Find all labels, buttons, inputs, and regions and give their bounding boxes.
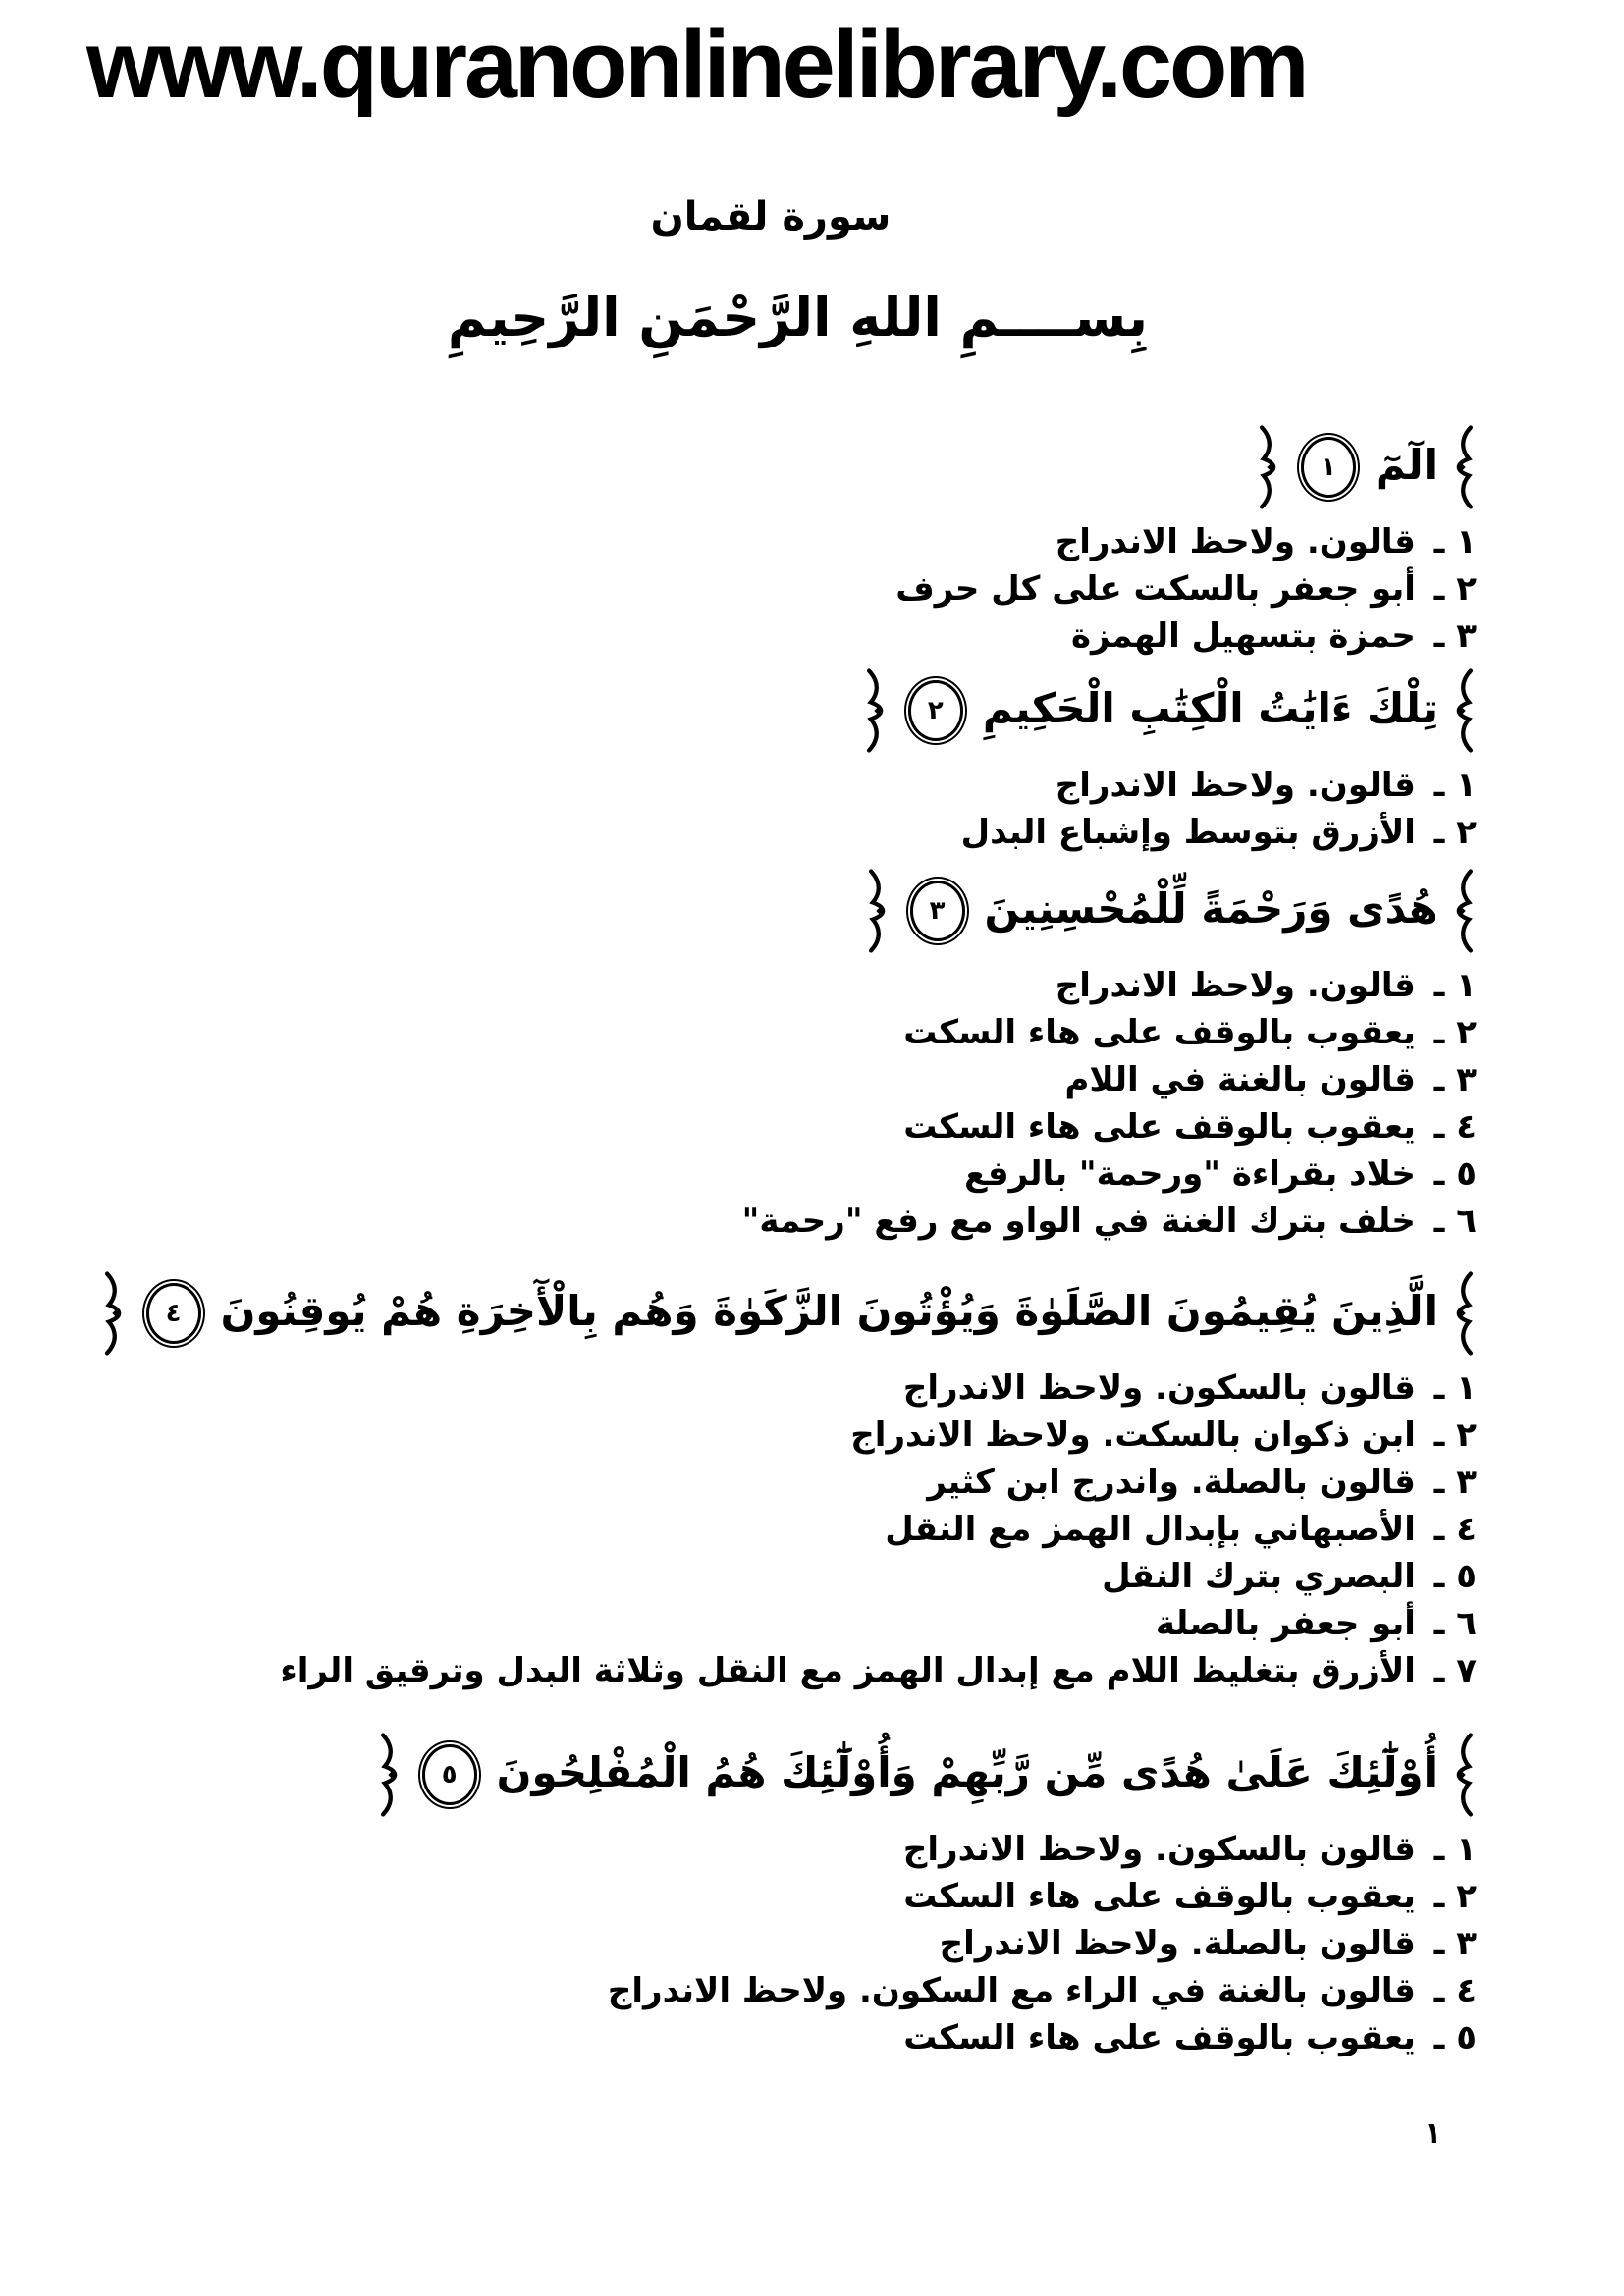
- verse-line: [377, 1728, 1477, 1822]
- note-number: ٤ ـ: [1433, 1510, 1477, 1549]
- note-text: قالون. ولاحظ الاندراج: [1055, 966, 1428, 1005]
- ayah-text: هُدًى وَرَحْمَةً لِّلْمُحْسِنِينَ: [984, 883, 1437, 933]
- note-text: قالون بالغنة في اللام: [1064, 1060, 1428, 1099]
- ornate-bracket-left-icon: [377, 1733, 403, 1817]
- note-line: [101, 1459, 1477, 1506]
- surah-title: سورة لقمان: [650, 194, 892, 240]
- note-text: قالون بالصلة. واندرج ابن كثير: [927, 1463, 1428, 1502]
- note-text: الأصبهاني بإبدال الهمز مع النقل: [885, 1510, 1428, 1549]
- note-number: ٥ ـ: [1433, 2018, 1477, 2057]
- note-text: يعقوب بالوقف على هاء السكت: [903, 1107, 1428, 1147]
- note-number: ٢ ـ: [1433, 1877, 1477, 1916]
- verse-notes: [863, 762, 1477, 856]
- ayah-text: الٓمٓ: [1375, 440, 1437, 489]
- note-number: ٤ ـ: [1433, 1107, 1477, 1147]
- note-line: [742, 1150, 1477, 1198]
- ayah-number-medallion: ٢: [908, 680, 963, 741]
- verse-section: [377, 1728, 1477, 2061]
- note-number: ٣ ـ: [1433, 1463, 1477, 1502]
- note-line: [742, 1103, 1477, 1150]
- verse-line: [101, 1266, 1477, 1361]
- note-number: ٥ ـ: [1433, 1557, 1477, 1596]
- verse-section: [895, 420, 1477, 660]
- note-line: [895, 518, 1477, 565]
- note-number: ٥ ـ: [1433, 1154, 1477, 1194]
- note-text: الأزرق بتوسط وإشباع البدل: [960, 813, 1428, 852]
- note-line: [895, 565, 1477, 613]
- note-text: يعقوب بالوقف على هاء السكت: [903, 1877, 1428, 1916]
- note-number: ٦ ـ: [1433, 1604, 1477, 1643]
- verse-section: [863, 664, 1477, 856]
- verse-notes: [377, 1826, 1477, 2061]
- ayah-text: تِلْكَ ءَايَٰتُ الْكِتَٰبِ الْحَكِيمِ: [982, 683, 1437, 732]
- verse-section: [742, 864, 1477, 1245]
- note-number: ٧ ـ: [1433, 1651, 1477, 1690]
- note-number: ١ ـ: [1433, 1368, 1477, 1408]
- note-line: [863, 762, 1477, 809]
- note-line: [377, 1873, 1477, 1920]
- verse-notes: [895, 518, 1477, 660]
- ayah-number-medallion: ٥: [422, 1744, 477, 1805]
- verse-line: [863, 664, 1477, 758]
- note-line: [101, 1647, 1477, 1694]
- page-number: ١: [1424, 2116, 1442, 2151]
- note-number: ٤ ـ: [1433, 1971, 1477, 2010]
- verse-notes: [742, 962, 1477, 1245]
- note-line: [742, 1009, 1477, 1056]
- note-number: ١ ـ: [1433, 522, 1477, 561]
- note-line: [742, 1056, 1477, 1103]
- note-number: ٣ ـ: [1433, 1060, 1477, 1099]
- note-number: ٢ ـ: [1433, 813, 1477, 852]
- note-number: ١ ـ: [1433, 766, 1477, 805]
- note-line: [101, 1553, 1477, 1600]
- verse-section: [101, 1266, 1477, 1694]
- note-text: ابن ذكوان بالسكت. ولاحظ الاندراج: [850, 1415, 1428, 1455]
- note-text: خلف بترك الغنة في الواو مع رفع "رحمة": [741, 1201, 1428, 1241]
- ayah-number-medallion: ٤: [146, 1283, 201, 1344]
- ayah-text: أُوْلَٰٓئِكَ عَلَىٰ هُدًى مِّن رَّبِّهِمْ وَأُوْلَٰٓئِكَ هُمُ الْمُفْلِحُونَ: [496, 1747, 1437, 1796]
- note-text: حمزة بتسهيل الهمزة: [1070, 616, 1428, 656]
- note-number: ١ ـ: [1433, 966, 1477, 1005]
- note-text: البصري بترك النقل: [1102, 1557, 1428, 1596]
- ornate-bracket-left-icon: [865, 869, 891, 953]
- note-number: ٣ ـ: [1433, 616, 1477, 656]
- note-line: [377, 1826, 1477, 1873]
- verse-line: [895, 420, 1477, 514]
- note-line: [377, 1967, 1477, 2014]
- note-text: أبو جعفر بالسكت على كل حرف: [895, 569, 1428, 609]
- ornate-bracket-right-icon: [1451, 1733, 1477, 1817]
- note-text: أبو جعفر بالصلة: [1155, 1604, 1428, 1643]
- note-text: يعقوب بالوقف على هاء السكت: [903, 2018, 1428, 2057]
- note-text: قالون بالصلة. ولاحظ الاندراج: [939, 1924, 1428, 1963]
- note-text: قالون بالسكون. ولاحظ الاندراج: [902, 1830, 1428, 1869]
- note-number: ١ ـ: [1433, 1830, 1477, 1869]
- ornate-bracket-right-icon: [1451, 869, 1477, 953]
- note-line: [101, 1364, 1477, 1412]
- note-number: ٢ ـ: [1433, 569, 1477, 609]
- note-text: قالون بالغنة في الراء مع السكون. ولاحظ الاندراج: [607, 1971, 1428, 2010]
- note-text: قالون. ولاحظ الاندراج: [1055, 522, 1428, 561]
- ayah-text: الَّذِينَ يُقِيمُونَ الصَّلَوٰةَ وَيُؤْتُونَ الزَّكَوٰةَ وَهُم بِالْأٓخِرَةِ هُمْ يُوقِنُونَ: [220, 1286, 1437, 1335]
- note-text: الأزرق بتغليظ اللام مع إبدال الهمز مع النقل وثلاثة البدل وترقيق الراء: [280, 1651, 1428, 1690]
- note-line: [377, 2014, 1477, 2061]
- note-number: ٢ ـ: [1433, 1415, 1477, 1455]
- ayah-number-medallion: ٣: [910, 881, 965, 941]
- ayah-number-medallion: ١: [1301, 437, 1356, 498]
- note-number: ٣ ـ: [1433, 1924, 1477, 1963]
- note-line: [742, 962, 1477, 1009]
- note-line: [742, 1198, 1477, 1245]
- note-number: ٢ ـ: [1433, 1013, 1477, 1052]
- note-line: [101, 1412, 1477, 1459]
- note-number: ٦ ـ: [1433, 1201, 1477, 1241]
- ornate-bracket-left-icon: [101, 1271, 127, 1356]
- note-text: خلاد بقراءة "ورحمة" بالرفع: [964, 1154, 1428, 1194]
- note-text: قالون. ولاحظ الاندراج: [1055, 766, 1428, 805]
- note-line: [101, 1600, 1477, 1647]
- note-line: [377, 1920, 1477, 1967]
- ornate-bracket-left-icon: [863, 668, 889, 753]
- header-website-url: www.quranonlinelibrary.com: [86, 11, 1307, 118]
- ornate-bracket-left-icon: [1256, 425, 1281, 509]
- note-line: [895, 613, 1477, 660]
- note-line: [101, 1506, 1477, 1553]
- ornate-bracket-right-icon: [1451, 668, 1477, 753]
- bismillah-calligraphy: بِســــمِ اللهِ الرَّحْمَنِ الرَّحِيمِ: [447, 287, 1149, 348]
- ornate-bracket-right-icon: [1451, 425, 1477, 509]
- note-line: [863, 809, 1477, 856]
- note-text: قالون بالسكون. ولاحظ الاندراج: [902, 1368, 1428, 1408]
- note-text: يعقوب بالوقف على هاء السكت: [903, 1013, 1428, 1052]
- verse-notes: [101, 1364, 1477, 1694]
- ornate-bracket-right-icon: [1451, 1271, 1477, 1356]
- verse-line: [742, 864, 1477, 958]
